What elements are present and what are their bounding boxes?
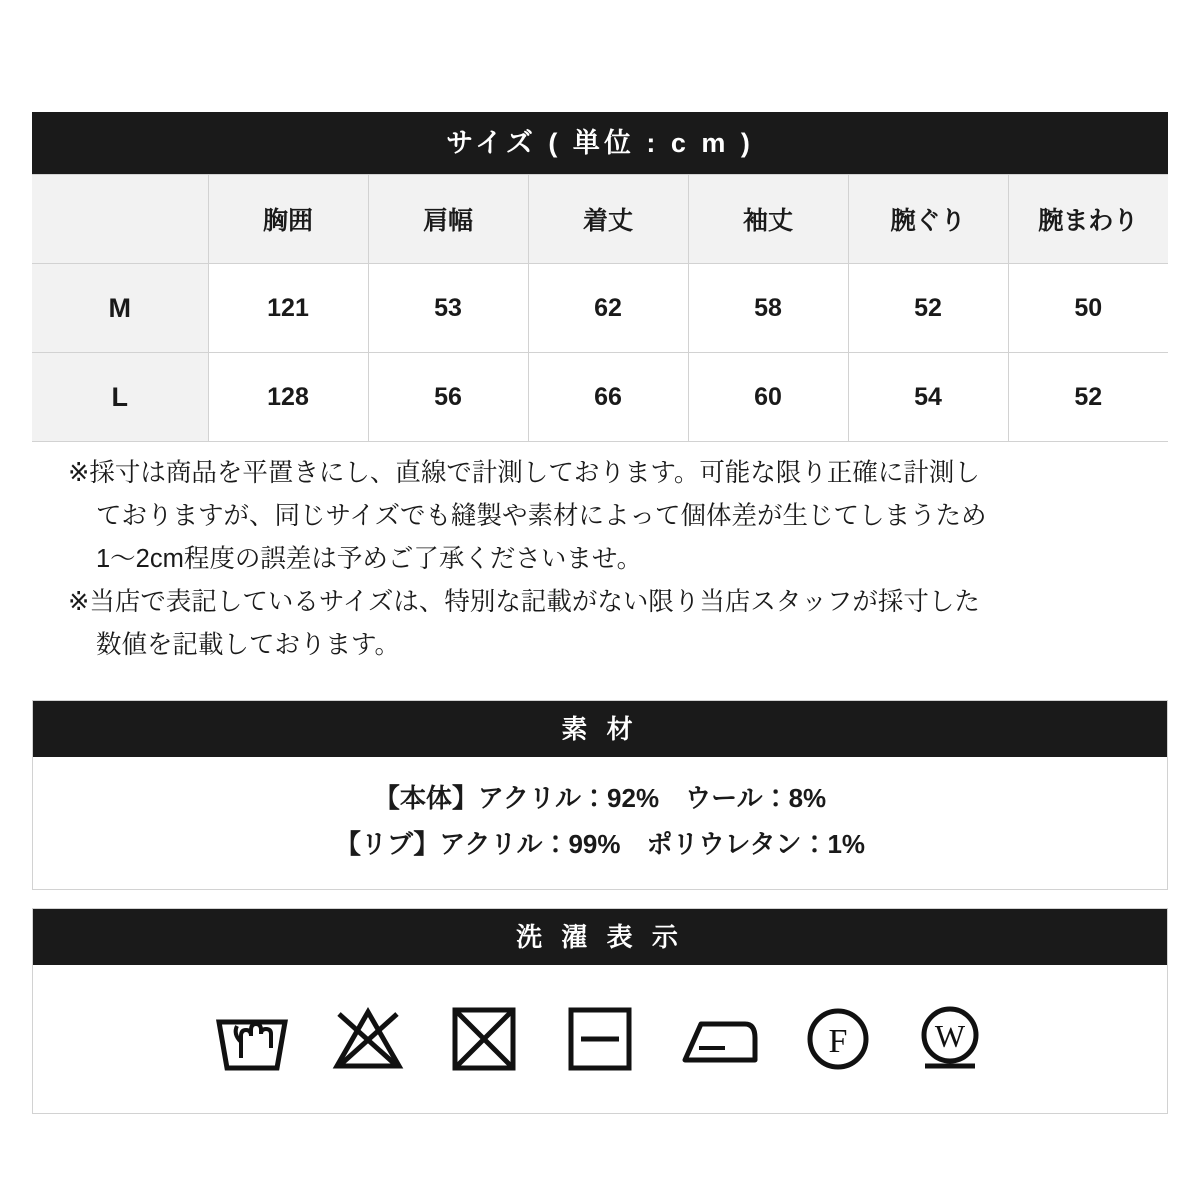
svg-text:F: F [828,1023,848,1060]
cell-m-arm-circumference: 50 [1008,264,1168,353]
iron-low-temp-icon [675,1002,765,1076]
size-table-block [32,112,1168,442]
cell-l-length: 66 [528,353,688,442]
size-table [32,174,1168,442]
cell-m-length: 62 [528,264,688,353]
table-row [32,264,1168,353]
measurement-notes [68,452,1138,667]
table-header-row [32,175,1168,264]
cell-l-armhole: 54 [848,353,1008,442]
column-header-bust: 胸囲 [208,175,368,264]
note-line-2: ておりますが、同じサイズでも縫製や素材によって個体差が生じてしまうため [96,502,987,530]
wash-care-block [32,908,1168,1114]
no-tumble-dry-icon [443,1002,525,1076]
cell-l-arm-circumference: 52 [1008,353,1168,442]
cell-l-bust: 128 [208,353,368,442]
table-row [32,353,1168,442]
wash-care-title: 洗 濯 表 示 [33,909,1167,965]
size-table-title: サイズ ( 単位 : c m ) [32,112,1168,174]
material-line-rib: 【リブ】アクリル：99% ポリウレタン：1% [334,829,866,859]
note-line-3: 1〜2cm程度の誤差は予めご了承くださいませ。 [96,545,643,573]
hand-wash-icon [211,1002,293,1076]
note-line-4 [68,581,1138,624]
svg-text:W: W [934,1018,966,1054]
wet-clean-w-icon [911,1002,989,1076]
note-line-5: 数値を記載しております。 [96,631,400,659]
wash-care-icons [33,965,1167,1113]
column-header-length: 着丈 [528,175,688,264]
cell-m-bust: 121 [208,264,368,353]
material-body [33,757,1167,889]
cell-m-armhole: 52 [848,264,1008,353]
table-corner-cell [32,175,208,264]
note-line-1 [68,452,1138,495]
column-header-armhole: 腕ぐり [848,175,1008,264]
row-header-m: M [32,264,208,353]
cell-l-sleeve-length: 60 [688,353,848,442]
material-title: 素 材 [33,701,1167,757]
note-line-1-text: ※採寸は商品を平置きにし、直線で計測しております。可能な限り正確に計測し [68,459,980,487]
flat-dry-in-shade-icon [559,1002,641,1076]
row-header-l: L [32,353,208,442]
material-line-body: 【本体】アクリル：92% ウール：8% [373,783,827,813]
column-header-arm-circumference: 腕まわり [1008,175,1168,264]
cell-m-sleeve-length: 58 [688,264,848,353]
cell-m-shoulder: 53 [368,264,528,353]
material-block [32,700,1168,890]
note-line-4-text: ※当店で表記しているサイズは、特別な記載がない限り当店スタッフが採寸した [68,588,980,616]
no-bleach-icon [327,1002,409,1076]
cell-l-shoulder: 56 [368,353,528,442]
dry-clean-f-icon [799,1002,877,1076]
column-header-sleeve-length: 袖丈 [688,175,848,264]
column-header-shoulder: 肩幅 [368,175,528,264]
